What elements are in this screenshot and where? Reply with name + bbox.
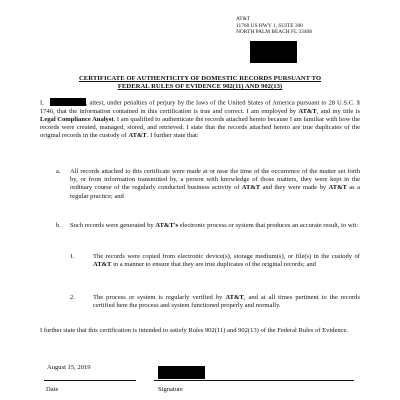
- item-1-paragraph: [93, 253, 360, 269]
- document-title: [40, 75, 360, 91]
- signature-label: Signature: [158, 386, 184, 393]
- item-b-text-2: electronic process or system that produces an accurate result, to wit:: [178, 222, 359, 229]
- item-a-marker: a.: [56, 168, 61, 175]
- item-b-text-1: Such records were generated by: [70, 222, 156, 229]
- intro-job-title: Legal Compliance Analyst: [40, 115, 114, 123]
- item-1-text-2: in a manner to ensure that they are true duplicates of the original records; and: [111, 261, 316, 269]
- intro-pre-name: I,: [40, 99, 44, 107]
- item-a-text-2: and they were made by: [260, 184, 329, 192]
- company-address: [236, 16, 312, 36]
- item-a-paragraph: [70, 168, 360, 201]
- address-company-name: AT&T: [236, 16, 251, 22]
- address-city: NORTH PALM BEACH FL 33408: [236, 29, 312, 36]
- intro-text-1: , attest, under penalties of perjury by the laws of the United States of America pursuant to 28 U.S.C. § 1746, that the information contained in this certification is true and correct. I am employed by: [40, 99, 360, 115]
- title-line-1: CERTIFICATE OF AUTHENTICITY OF DOMESTIC RECORDS PURSUANT TO: [78, 75, 322, 82]
- closing-paragraph: I further state that this certification is intended to satisfy Rules 902(11) and 902(13) of the Federal Rules of Evidence.: [40, 327, 349, 334]
- intro-text-4: . I further state that:: [146, 132, 199, 140]
- item-b-company-poss: AT&T's: [155, 222, 179, 229]
- redaction-box-name: [50, 98, 86, 106]
- intro-paragraph: [40, 98, 360, 141]
- intro-company-2: AT&T: [128, 132, 147, 140]
- item-1-company: AT&T: [93, 261, 112, 269]
- date-value: August 15, 2019: [47, 364, 91, 371]
- item-2-marker: 2.: [70, 294, 75, 301]
- redaction-box-signature: [158, 366, 205, 379]
- item-2-text-2: , and at all times pertinent to the records certified here the process and system functioned properly and normally.: [93, 294, 360, 310]
- item-a-company-2: AT&T: [328, 184, 347, 192]
- item-1-text-1: The records were copied from electronic device(s), storage medium(s), or file(s) in the custody of: [93, 253, 360, 260]
- item-1-marker: 1.: [70, 253, 75, 260]
- address-street: 11760 US HWY 1, SUITE 300: [236, 22, 303, 29]
- item-2-text-1: The process or system is regularly verified by: [93, 294, 226, 301]
- item-a-company: AT&T: [241, 184, 261, 192]
- date-line: [44, 380, 136, 381]
- date-label: Date: [46, 386, 59, 393]
- intro-company: AT&T: [298, 107, 317, 115]
- intro-text-2: , and my title is: [316, 107, 360, 115]
- item-b-marker: b.: [56, 222, 61, 229]
- item-2-paragraph: [93, 294, 360, 310]
- item-a-text-1: All records attached to this certificate were made at or near the time of the occurrence of the matter set forth by, or from information transmitted by, a person with knowledge of those matters, they were kept in the ordinary course of the regularly conducted business activity of: [70, 168, 360, 192]
- signature-line: [154, 380, 354, 381]
- redaction-box-header: [250, 41, 297, 63]
- item-2-company: AT&T: [225, 294, 244, 301]
- title-line-2: FEDERAL RULES OF EVIDENCE 902(11) AND 902(13): [117, 83, 283, 91]
- item-a-text-3: as a regular practice; and: [70, 184, 360, 200]
- item-b-paragraph: [70, 222, 360, 230]
- intro-text-3: . I am qualified to authenticate the records attached hereto because I am familiar with how the records were created, managed, stored, and retrieved. I state that the records attached hereto are true duplicates of the original records in the custody of: [40, 115, 360, 140]
